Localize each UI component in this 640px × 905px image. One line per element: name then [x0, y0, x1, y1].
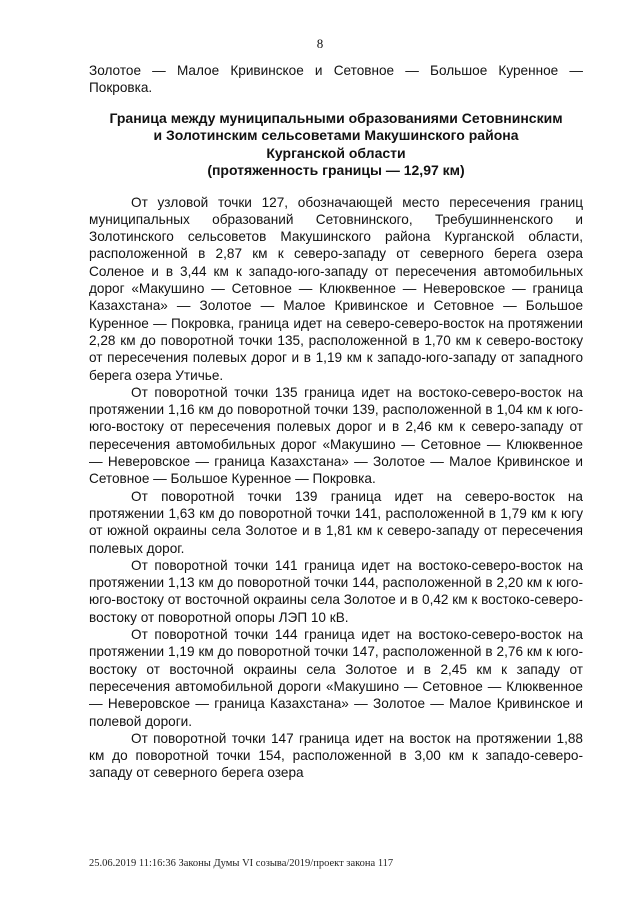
- paragraph-point-139: От поворотной точки 139 граница идет на северо-восток на протяжении 1,63 км до поворотной точки 141, расположенной в 1,79 км к югу от южной окраины села Золотое и в 1,81 км к северо-западу от пересечения полевых дорог.: [89, 488, 583, 556]
- heading-line-1: Граница между муниципальными образованиями Сетовнинским: [109, 109, 563, 126]
- heading-length: (протяженность границы — 12,97 км): [207, 162, 465, 179]
- heading-line-2: и Золотинским сельсоветами Макушинского района: [153, 127, 519, 144]
- section-heading: [89, 110, 583, 180]
- paragraph-point-147: От поворотной точки 147 граница идет на восток на протяжении 1,88 км до поворотной точки 154, расположенной в 3,00 км к западо-северо-западу от северного берега озера: [89, 730, 583, 781]
- paragraph-point-135: От поворотной точки 135 граница идет на востоко-северо-восток на протяжении 1,16 км до поворотной точки 139, расположенной в 1,04 км к юго-юго-востоку от пересечения полевых дорог и в 2,46 км к северо-западу от пересечения автомобильных дорог «Макушино — Сетовное — Клюквенное — Неверовское — граница Казахстана» — Золотое — Малое Кривинское и Сетовное — Большое Куренное — Покровка.: [89, 384, 583, 487]
- page-number: 8: [316, 36, 324, 51]
- intro-continuation: Золотое — Малое Кривинское и Сетовное — Большое Куренное — Покровка.: [89, 63, 583, 96]
- paragraph-point-127: От узловой точки 127, обозначающей место пересечения границ муниципальных образований Сетовнинского, Требушинненского и Золотинского сельсоветов Макушинского района Курганской области, расположенной в 2,87 км к северо-западу от северного берега озера Соленое и в 3,44 км к западо-юго-западу от пересечения автомобильных дорог «Макушино — Сетовное — Клюквенное — Неверовское — граница Казахстана» — Золотое — Малое Кривинское и Сетовное — Большое Куренное — Покровка, граница идет на северо-северо-восток на протяжении 2,28 км до поворотной точки 135, расположенной в 1,70 км к северо-востоку от пересечения полевых дорог и в 1,19 км к западо-юго-западу от западного берега озера Утичье.: [89, 194, 583, 383]
- heading-line-3: Курганской области: [266, 144, 406, 161]
- document-footer: 25.06.2019 11:16:36 Законы Думы VI созыва/2019/проект закона 117: [89, 858, 394, 869]
- paragraph-point-141: От поворотной точки 141 граница идет на востоко-северо-восток на протяжении 1,13 км до поворотной точки 144, расположенной в 2,20 км к юго-юго-востоку от восточной окраины села Золотое и в 0,42 км к востоко-северо-востоку от поворотной опоры ЛЭП 10 кВ.: [89, 557, 583, 625]
- paragraph-point-144: От поворотной точки 144 граница идет на востоко-северо-восток на протяжении 1,19 км до поворотной точки 147, расположенной в 2,76 км к юго-востоку от восточной окраины села Золотое и в 2,45 км к западу от пересечения автомобильной дороги «Макушино — Сетовное — Клюквенное — Неверовское — граница Казахстана» — Золотое — Малое Кривинское и полевой дороги.: [89, 627, 583, 729]
- document-body: [89, 62, 583, 782]
